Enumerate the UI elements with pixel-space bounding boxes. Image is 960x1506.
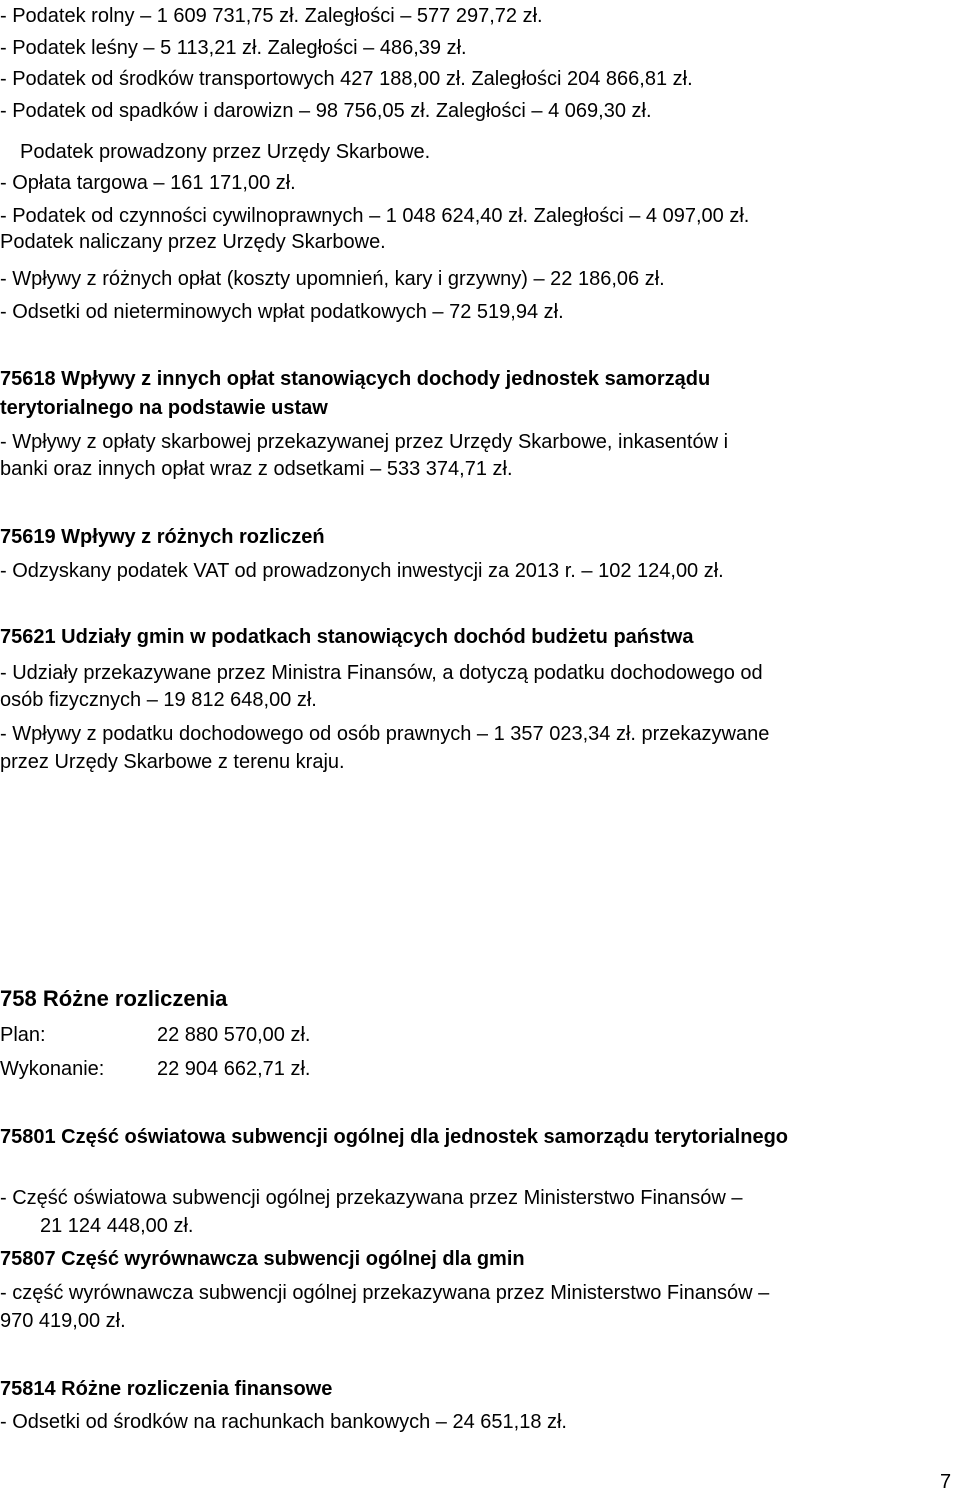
line-podatek-spadki: - Podatek od spadków i darowizn – 98 756,05 zł. Zaległości – 4 069,30 zł. — [0, 100, 652, 122]
heading-75618-line1: 75618 Wpływy z innych opłat stanowiących dochody jednostek samorządu — [0, 368, 711, 390]
heading-75814: 75814 Różne rozliczenia finansowe — [0, 1378, 333, 1400]
line-udzialy-1: - Udziały przekazywane przez Ministra Finansów, a dotyczą podatku dochodowego od — [0, 662, 763, 684]
heading-75618-line2: terytorialnego na podstawie ustaw — [0, 397, 328, 419]
line-podatek-rolny: - Podatek rolny – 1 609 731,75 zł. Zaległości – 577 297,72 zł. — [0, 5, 543, 27]
page-number: 7 — [940, 1471, 952, 1493]
plan-value: 22 880 570,00 zł. — [157, 1024, 311, 1046]
line-oplata-skarbowa: - Wpływy z opłaty skarbowej przekazywanej przez Urzędy Skarbowe, inkasentów i — [0, 431, 729, 453]
heading-75619: 75619 Wpływy z różnych rozliczeń — [0, 526, 325, 548]
line-oplata-targowa: - Opłata targowa – 161 171,00 zł. — [0, 172, 296, 194]
plan-label: Plan: — [0, 1024, 46, 1046]
heading-75801: 75801 Część oświatowa subwencji ogólnej dla jednostek samorządu terytorialnego — [0, 1126, 789, 1148]
line-podatek-transport: - Podatek od środków transportowych 427 188,00 zł. Zaległości 204 866,81 zł. — [0, 68, 693, 90]
heading-75807: 75807 Część wyrównawcza subwencji ogólnej dla gmin — [0, 1248, 525, 1270]
line-osoby-prawne-2: przez Urzędy Skarbowe z terenu kraju. — [0, 751, 345, 773]
line-wplywy-oplat: - Wpływy z różnych opłat (koszty upomnień, kary i grzywny) – 22 186,06 zł. — [0, 268, 665, 290]
heading-758: 758 Różne rozliczenia — [0, 986, 228, 1011]
line-oswiatowa-2: 21 124 448,00 zł. — [40, 1215, 194, 1237]
line-udzialy-2: osób fizycznych – 19 812 648,00 zł. — [0, 689, 317, 711]
line-vat: - Odzyskany podatek VAT od prowadzonych inwestycji za 2013 r. – 102 124,00 zł. — [0, 560, 724, 582]
line-podatek-prowadzony: Podatek prowadzony przez Urzędy Skarbowe. — [20, 141, 431, 163]
wykonanie-value: 22 904 662,71 zł. — [157, 1058, 311, 1080]
line-odsetki-bankowe: - Odsetki od środków na rachunkach bankowych – 24 651,18 zł. — [0, 1411, 567, 1433]
line-banki-oplaty: banki oraz innych opłat wraz z odsetkami – 533 374,71 zł. — [0, 458, 513, 480]
line-podatek-naliczany: Podatek naliczany przez Urzędy Skarbowe. — [0, 231, 386, 253]
line-wyrownawcza-2: 970 419,00 zł. — [0, 1310, 126, 1332]
line-podatek-czynnosci: - Podatek od czynności cywilnoprawnych – 1 048 624,40 zł. Zaległości – 4 097,00 zł. — [0, 205, 750, 227]
heading-75621: 75621 Udziały gmin w podatkach stanowiących dochód budżetu państwa — [0, 626, 694, 648]
line-oswiatowa-1: - Część oświatowa subwencji ogólnej przekazywana przez Ministerstwo Finansów – — [0, 1187, 743, 1209]
line-podatek-lesny: - Podatek leśny – 5 113,21 zł. Zaległości – 486,39 zł. — [0, 37, 467, 59]
line-wyrownawcza-1: - część wyrównawcza subwencji ogólnej przekazywana przez Ministerstwo Finansów – — [0, 1282, 770, 1304]
line-osoby-prawne-1: - Wpływy z podatku dochodowego od osób prawnych – 1 357 023,34 zł. przekazywane — [0, 723, 770, 745]
wykonanie-label: Wykonanie: — [0, 1058, 105, 1080]
line-odsetki-nieterminowe: - Odsetki od nieterminowych wpłat podatkowych – 72 519,94 zł. — [0, 301, 564, 323]
